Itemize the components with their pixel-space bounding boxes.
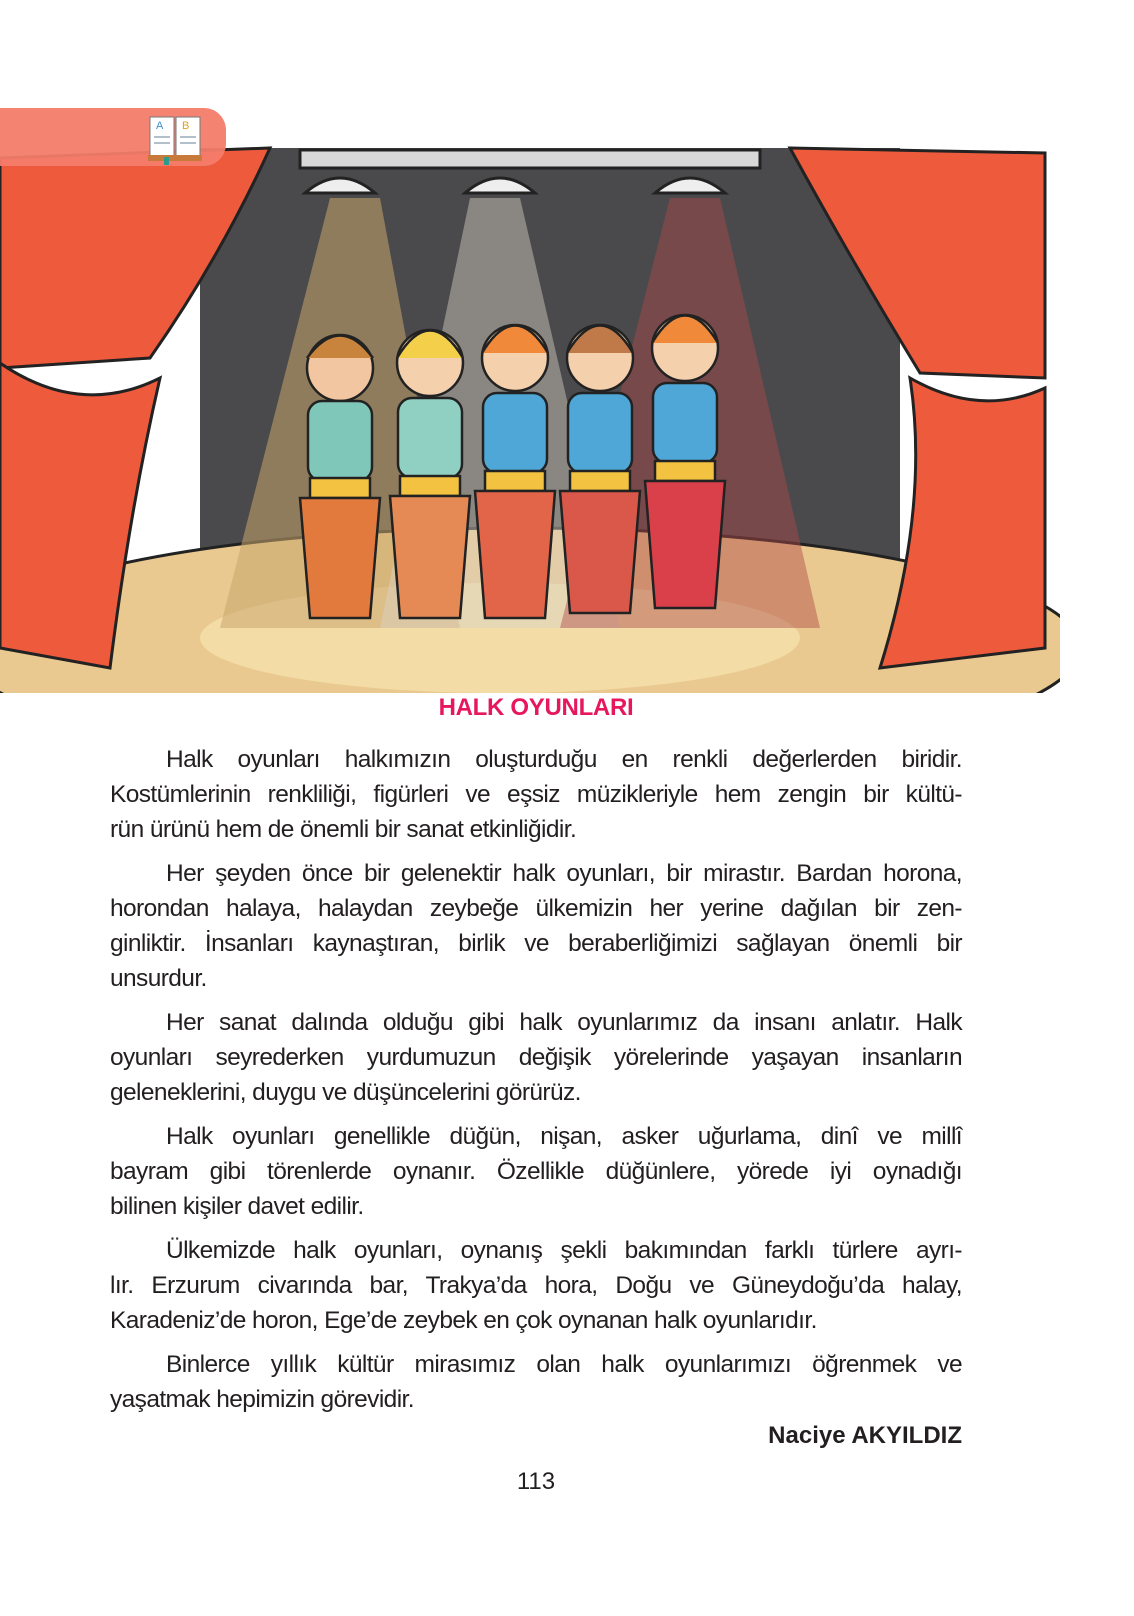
- text-line: yaşatmak hepimizin görevidir.: [110, 1386, 414, 1413]
- text-line: Halk oyunları genellikle düğün, nişan, asker uğurlama, dinî ve millî: [166, 1123, 962, 1150]
- svg-text:A: A: [156, 120, 164, 132]
- text-line: Ülkemizde halk oyunları, oynanış şekli bakımından farklı türlere ayrı-: [166, 1237, 962, 1264]
- paragraph: [110, 1347, 962, 1417]
- text-line: unsurdur.: [110, 965, 207, 992]
- paragraph: [110, 1233, 962, 1338]
- text-line: Halk oyunları halkımızın oluşturduğu en renkli değerlerden biridir.: [166, 746, 962, 773]
- paragraph: [110, 1005, 962, 1110]
- text-line: Kostümlerinin renkliliği, figürleri ve eşsiz müzikleriyle hem zengin bir kültü-: [110, 781, 962, 808]
- text-line: geleneklerini, duygu ve düşüncelerini görürüz.: [110, 1079, 581, 1106]
- paragraph: [110, 742, 962, 847]
- text-line: lır. Erzurum civarında bar, Trakya’da hora, Doğu ve Güneydoğu’da halay,: [110, 1272, 962, 1299]
- text-line: horondan halaya, halaydan zeybeğe ülkemizin her yerine dağılan bir zen-: [110, 895, 962, 922]
- text-line: rün ürünü hem de önemli bir sanat etkinliğidir.: [110, 816, 577, 843]
- text-line: Karadeniz’de horon, Ege’de zeybek en çok oynanan halk oyunlarıdır.: [110, 1307, 817, 1334]
- paragraph: [110, 856, 962, 996]
- text-line: ginliktir. İnsanları kaynaştıran, birlik ve beraberliğimizi sağlayan önemli bir: [110, 930, 962, 957]
- text-line: bilinen kişiler davet edilir.: [110, 1193, 364, 1220]
- dancers: [300, 315, 725, 618]
- article-body: [110, 742, 962, 1426]
- author-name: Naciye AKYILDIZ: [768, 1422, 962, 1449]
- svg-text:B: B: [182, 120, 190, 132]
- book-icon: [148, 113, 202, 165]
- paragraph: [110, 1119, 962, 1224]
- page-title: HALK OYUNLARI: [438, 694, 634, 721]
- text-line: Her sanat dalında olduğu gibi halk oyunlarımız da insanı anlatır. Halk: [166, 1009, 962, 1036]
- text-line: Binlerce yıllık kültür mirasımız olan halk oyunlarımızı öğrenmek ve: [166, 1351, 962, 1378]
- text-line: bayram gibi törenlerde oynanır. Özellikle düğünlere, yörede iyi oynadığı: [110, 1158, 962, 1185]
- text-line: oyunları seyrederken yurdumuzun değişik yörelerinde yaşayan insanların: [110, 1044, 962, 1071]
- text-line: Her şeyden önce bir gelenektir halk oyunları, bir mirastır. Bardan horona,: [166, 860, 962, 887]
- stage-illustration: [0, 108, 1060, 693]
- page-number: 113: [516, 1468, 556, 1495]
